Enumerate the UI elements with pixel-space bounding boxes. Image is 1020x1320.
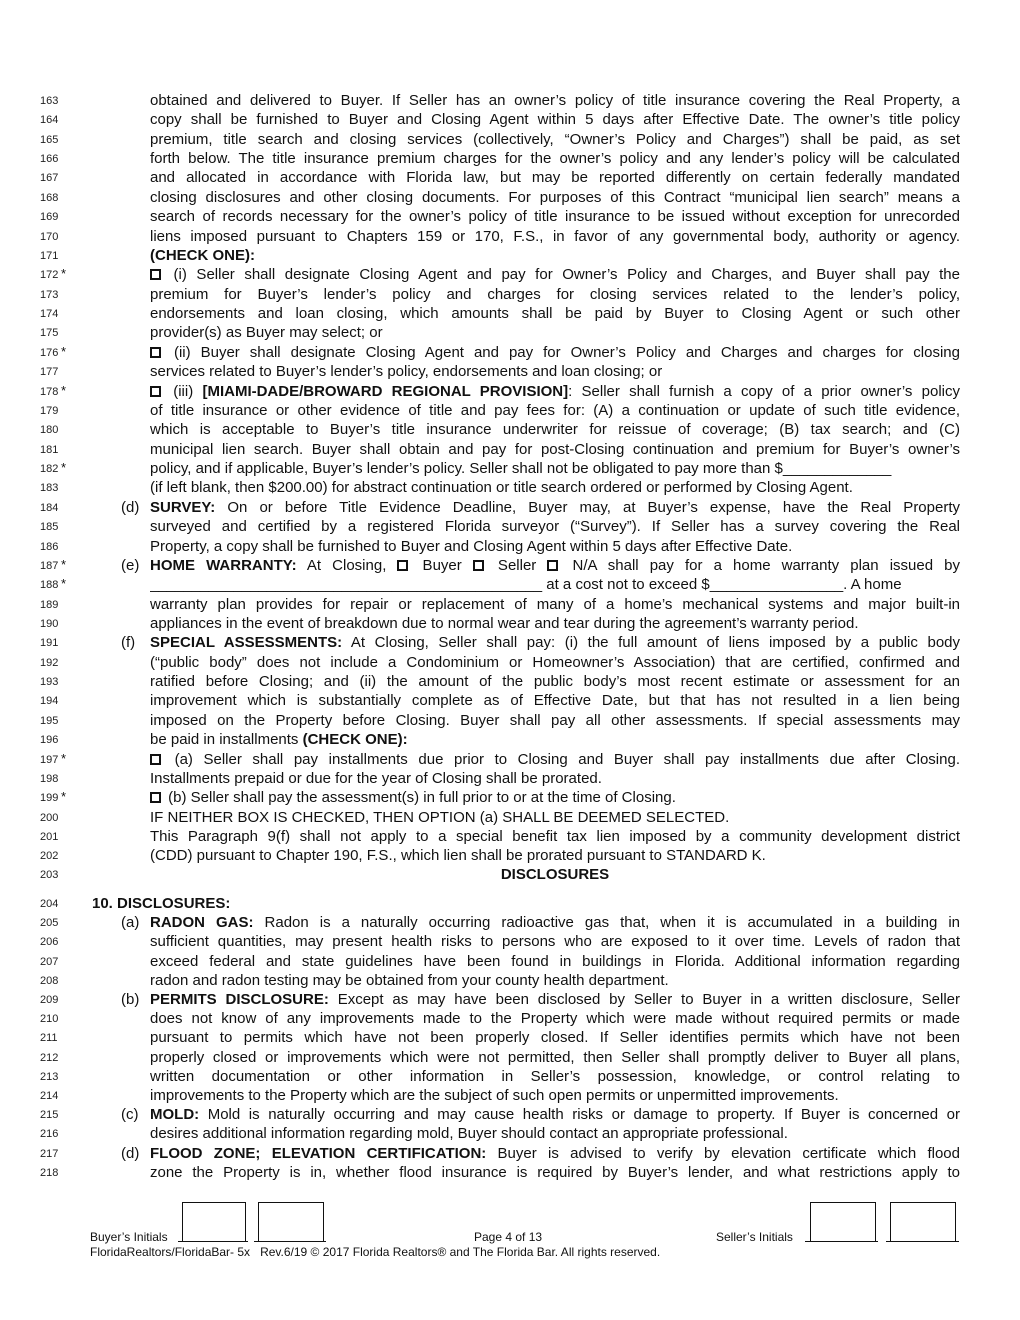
line-text: This Paragraph 9(f) shall not apply to a special benefit tax lien imposed by a community development district: [150, 828, 960, 846]
line-text: _______________________________________________ at a cost not to exceed $________________. A home: [150, 576, 902, 594]
line-number: 196: [40, 734, 59, 747]
contract-line: [0, 1068, 1020, 1088]
line-number: 207: [40, 955, 59, 968]
line-text: 10. DISCLOSURES:: [92, 895, 231, 912]
buyer-initials-box-2[interactable]: [258, 1202, 324, 1241]
line-text: (CHECK ONE):: [150, 246, 255, 264]
line-text: obtained and delivered to Buyer. If Seller has an owner’s policy of title insurance covering the Real Property, a: [150, 92, 960, 109]
contract-line: [0, 1029, 1020, 1049]
line-text: SURVEY: On or before Title Evidence Deadline, Buyer may, at Buyer’s expense, have the Real Property: [150, 498, 960, 516]
line-text: forth below. The title insurance premium charges for the owner’s policy and any lender’s policy will be calculated: [150, 150, 960, 168]
line-text: of title insurance or other evidence of title and pay fees for: (A) a continuation or update of such title evidence,: [150, 401, 960, 419]
line-text: improvements to the Property which are the subject of such open permits or unpermitted improvements.: [150, 1087, 839, 1104]
line-text: DISCLOSURES: [500, 866, 610, 883]
contract-line: [0, 576, 1020, 596]
line-number: 215: [40, 1109, 59, 1122]
line-number: 217: [40, 1147, 59, 1160]
line-number: 214: [40, 1090, 59, 1102]
line-number: 186: [40, 540, 59, 553]
line-text: ratified before Closing; and (ii) the amount of the public body’s most recent estimate or assessment for an: [150, 673, 960, 691]
line-number: 216: [40, 1128, 59, 1141]
checkbox[interactable]: [150, 347, 161, 358]
contract-line: [0, 131, 1020, 151]
line-number: 197: [40, 753, 59, 766]
line-number: 180: [40, 424, 59, 437]
contract-line: [0, 538, 1020, 558]
required-field-marker: *: [61, 382, 67, 398]
line-number: 166: [40, 153, 59, 166]
line-number: 194: [40, 695, 59, 708]
line-text: exceed federal and state guidelines have been found in buildings in Florida. Additional information regarding: [150, 952, 960, 970]
contract-line: [0, 1164, 1020, 1184]
line-text: Property, a copy shall be furnished to Buyer and Closing Agent within 5 days after Effective Date.: [150, 537, 793, 555]
subsection-label: (e): [121, 556, 140, 574]
line-number: 164: [40, 114, 59, 127]
line-text: SPECIAL ASSESSMENTS: At Closing, Seller shall pay: (i) the full amount of liens imposed by a public body: [150, 634, 960, 652]
seller-initials-box-1[interactable]: [810, 1202, 876, 1241]
line-text: written documentation or other information in Seller’s possession, knowledge, or control relating to: [150, 1067, 960, 1085]
contract-line: [0, 1087, 1020, 1107]
line-number: 168: [40, 191, 59, 204]
line-text: PERMITS DISCLOSURE: Except as may have been disclosed by Seller to Buyer in a written disclosure, Seller: [150, 991, 960, 1008]
copyright: Rev.6/19 © 2017 Florida Realtors® and The Florida Bar. All rights reserved.: [260, 1245, 661, 1259]
required-field-marker: *: [61, 343, 67, 359]
contract-line: [0, 266, 1020, 286]
line-text: closing disclosures and other closing documents. For purposes of this Contract “municipal lien search” means a: [150, 188, 960, 206]
line-number: 193: [40, 676, 59, 689]
contract-line: [0, 933, 1020, 953]
line-number: 201: [40, 831, 59, 844]
required-field-marker: *: [61, 460, 67, 476]
line-text: policy, and if applicable, Buyer’s lender’s policy. Seller shall not be obligated to pay more than $_____________: [150, 460, 892, 478]
required-field-marker: *: [61, 789, 67, 805]
line-number: 177: [40, 366, 59, 379]
line-text: warranty plan provides for repair or replacement of many of a home’s mechanical systems and major built-in: [150, 595, 960, 613]
line-number: 210: [40, 1013, 59, 1026]
subsection-label: (a): [121, 914, 140, 932]
line-text: imposed on the Property before Closing. Buyer shall pay all other assessments. If special assessments may: [150, 711, 960, 729]
line-text: RADON GAS: Radon is a naturally occurring radioactive gas that, when it is accumulated in a building in: [150, 914, 960, 932]
line-number: 190: [40, 617, 59, 630]
contract-line: [0, 111, 1020, 131]
seller-initials-box-2[interactable]: [890, 1202, 956, 1241]
contract-line: [0, 809, 1020, 829]
line-number: 173: [40, 288, 59, 301]
contract-line: [0, 479, 1020, 499]
checkbox[interactable]: [473, 560, 484, 571]
line-text: search of records necessary for the owner’s policy of title insurance to be issued without exception for unrecorded: [150, 208, 960, 226]
seller-initials-line-1: [805, 1241, 878, 1242]
line-number: 218: [40, 1166, 59, 1179]
contract-line: [0, 828, 1020, 848]
line-number: 175: [40, 327, 59, 340]
line-number: 202: [40, 850, 59, 863]
contract-line: [0, 972, 1020, 992]
required-field-marker: *: [61, 266, 67, 282]
sellers-initials-label: Seller’s Initials: [716, 1230, 793, 1244]
contract-line: [0, 654, 1020, 674]
buyer-initials-box-1[interactable]: [182, 1202, 246, 1241]
contract-line: [0, 914, 1020, 934]
contract-line: [0, 247, 1020, 267]
line-text: premium for Buyer’s lender’s policy and charges for closing services related to the lender’s policy,: [150, 285, 960, 303]
line-text: FLOOD ZONE; ELEVATION CERTIFICATION: Buyer is advised to verify by elevation certificate which flood: [150, 1144, 960, 1162]
contract-line: [0, 402, 1020, 422]
line-text: radon and radon testing may be obtained from your county health department.: [150, 971, 669, 989]
contract-line: [0, 1125, 1020, 1145]
line-number: 208: [40, 974, 59, 987]
line-text: municipal lien search. Buyer shall obtain and pay for post-Closing continuation and premium for Buyer’s owner’s: [150, 440, 960, 458]
contract-line: [0, 208, 1020, 228]
line-number: 184: [40, 501, 59, 514]
line-number: 187: [40, 559, 59, 572]
required-field-marker: *: [61, 750, 67, 766]
checkbox[interactable]: [150, 386, 161, 397]
line-number: 212: [40, 1051, 59, 1064]
line-number: 191: [40, 637, 59, 650]
line-number: 179: [40, 404, 59, 417]
contract-line: [0, 692, 1020, 712]
line-number: 198: [40, 772, 59, 785]
line-text: copy shall be furnished to Buyer and Closing Agent within 5 days after Effective Date. The owner’s title policy: [150, 111, 960, 129]
line-number: 176: [40, 346, 59, 359]
line-text: appliances in the event of breakdown due to normal wear and tear during the agreement’s warranty period.: [150, 614, 859, 632]
buyer-initials-line-1: [178, 1241, 248, 1242]
line-text: improvement which is substantially complete as of Effective Date, but that has not resulted in a lien being: [150, 692, 960, 710]
line-text: (b) Seller shall pay the assessment(s) in full prior to or at the time of Closing.: [150, 789, 960, 807]
checkbox[interactable]: [150, 269, 161, 280]
contract-line: [0, 751, 1020, 771]
line-number: 169: [40, 211, 59, 224]
contract-line: [0, 596, 1020, 616]
line-text: (ii) Buyer shall designate Closing Agent and pay for Owner’s Policy and Charges and charges for closing: [150, 344, 960, 362]
line-number: 185: [40, 521, 59, 534]
line-text: provider(s) as Buyer may select; or: [150, 324, 383, 342]
required-field-marker: *: [61, 556, 67, 572]
form-id: [90, 1245, 660, 1259]
subsection-label: (f): [121, 634, 136, 652]
contract-line: [0, 866, 1020, 886]
page-number: Page 4 of 13: [474, 1230, 543, 1244]
contract-line: [0, 189, 1020, 209]
line-text: premium, title search and closing services (collectively, “Owner’s Policy and Charges”) shall be paid, as set: [150, 130, 960, 148]
line-text: (CDD) pursuant to Chapter 190, F.S., which lien shall be prorated pursuant to STANDARD K.: [150, 847, 766, 865]
form-code: FloridaRealtors/FloridaBar- 5x: [90, 1245, 251, 1259]
checkbox[interactable]: [150, 754, 161, 765]
contract-line: [0, 991, 1020, 1011]
line-number: 200: [40, 811, 59, 824]
line-text: services related to Buyer’s lender’s policy, endorsements and loan closing; or: [150, 363, 663, 381]
line-text: sufficient quantities, may present health risks to persons who are exposed to it over time. Levels of radon that: [150, 933, 960, 951]
contract-line: [0, 324, 1020, 344]
contract-line: [0, 460, 1020, 480]
subsection-label: (d): [121, 498, 140, 516]
contract-line: [0, 150, 1020, 170]
contract-line: [0, 1010, 1020, 1030]
line-text: Installments prepaid or due for the year of Closing shall be prorated.: [150, 769, 602, 787]
contract-line: [0, 847, 1020, 867]
contract-line: [0, 228, 1020, 248]
contract-line: [0, 953, 1020, 973]
buyers-initials-label: Buyer’s Initials: [90, 1230, 168, 1244]
line-number: 171: [40, 249, 59, 262]
line-text: (i) Seller shall designate Closing Agent and pay for Owner’s Policy and Charges, and Buyer shall pay the: [150, 266, 960, 284]
line-number: 189: [40, 598, 59, 611]
line-number: 206: [40, 936, 59, 949]
line-number: 183: [40, 482, 59, 495]
contract-line: [0, 363, 1020, 383]
line-number: 213: [40, 1070, 59, 1083]
checkbox[interactable]: [547, 560, 558, 571]
contract-line: [0, 518, 1020, 538]
contract-line: [0, 634, 1020, 654]
line-number: 181: [40, 443, 59, 456]
buyer-initials-line-2: [254, 1241, 326, 1242]
contract-line: [0, 712, 1020, 732]
line-number: 204: [40, 898, 59, 910]
line-text: (a) Seller shall pay installments due prior to Closing and Buyer shall pay installments due after Closing.: [150, 751, 960, 769]
required-field-marker: *: [61, 576, 67, 592]
line-text: endorsements and loan closing, which amounts shall be paid by Buyer to Closing Agent or such other: [150, 305, 960, 323]
contract-line: [0, 286, 1020, 306]
line-text: (iii) [MIAMI-DADE/BROWARD REGIONAL PROVISION]: Seller shall furnish a copy of a prior owner’s policy: [150, 383, 960, 401]
line-number: 174: [40, 308, 59, 321]
line-number: 209: [40, 994, 59, 1006]
contract-line: [0, 169, 1020, 189]
line-number: 165: [40, 133, 59, 146]
contract-line: [0, 344, 1020, 364]
contract-line: [0, 1145, 1020, 1165]
line-number: 211: [40, 1032, 58, 1045]
contract-line: [0, 770, 1020, 790]
line-text: properly closed or improvements which were not permitted, then Seller shall promptly deliver to Buyer all plans,: [150, 1048, 960, 1066]
contract-line: [0, 1106, 1020, 1126]
line-text: surveyed and certified by a registered Florida surveyor (“Survey”). If Seller has a survey covering the Real: [150, 518, 960, 536]
line-number: 192: [40, 656, 59, 669]
line-text: IF NEITHER BOX IS CHECKED, THEN OPTION (a) SHALL BE DEEMED SELECTED.: [150, 808, 730, 826]
seller-initials-line-2: [886, 1241, 959, 1242]
subsection-label: (c): [121, 1106, 139, 1124]
line-number: 167: [40, 172, 59, 185]
line-number: 188: [40, 579, 59, 592]
line-text: pursuant to permits which have not been properly closed. If Seller identifies permits which have not been: [150, 1029, 960, 1047]
line-text: does not know of any improvements made to the Property which were made without required permits or made: [150, 1010, 960, 1028]
line-number: 182: [40, 463, 59, 476]
checkbox[interactable]: [397, 560, 408, 571]
contract-line: [0, 895, 1020, 915]
contract-line: [0, 383, 1020, 403]
line-text: zone the Property is in, whether flood insurance is required by Buyer’s lender, and what restrictions apply to: [150, 1163, 960, 1181]
line-text: (if left blank, then $200.00) for abstract continuation or title search ordered or performed by Closing Agent.: [150, 479, 853, 497]
line-number: 163: [40, 95, 59, 107]
line-text: (“public body” does not include a Condominium or Homeowner’s Association) that are certified, confirmed and: [150, 653, 960, 671]
line-text: and allocated in accordance with Florida law, but may be reported differently on certain federally mandated: [150, 169, 960, 187]
line-text: HOME WARRANTY: At Closing, Buyer Seller N/A shall pay for a home warranty plan issued by: [150, 556, 960, 574]
contract-line: [0, 731, 1020, 751]
contract-line: [0, 305, 1020, 325]
line-number: 203: [40, 869, 59, 881]
contract-line: [0, 92, 1020, 112]
line-number: 178: [40, 385, 59, 398]
line-number: 172: [40, 269, 59, 282]
contract-line: [0, 615, 1020, 635]
checkbox[interactable]: [150, 792, 161, 803]
line-number: 205: [40, 917, 59, 930]
subsection-label: (b): [121, 991, 140, 1008]
subsection-label: (d): [121, 1144, 140, 1162]
line-number: 170: [40, 230, 59, 243]
contract-line: [0, 673, 1020, 693]
contract-line: [0, 499, 1020, 519]
contract-line: [0, 441, 1020, 461]
line-number: 199: [40, 792, 59, 805]
line-number: 195: [40, 714, 59, 727]
line-text: desires additional information regarding mold, Buyer should contact an appropriate professional.: [150, 1125, 788, 1143]
line-text: MOLD: Mold is naturally occurring and may cause health risks or damage to property. If Buyer is concerned or: [150, 1106, 960, 1124]
line-text: which is acceptable to Buyer’s title insurance underwriter for reissue of coverage; (B) tax search; and (C): [150, 421, 960, 439]
contract-line: [0, 421, 1020, 441]
contract-line: [0, 557, 1020, 577]
contract-line: [0, 1049, 1020, 1069]
line-text: liens imposed pursuant to Chapters 159 or 170, F.S., in favor of any governmental body, authority or agency.: [150, 227, 960, 245]
contract-line: [0, 789, 1020, 809]
line-text: be paid in installments (CHECK ONE):: [150, 731, 408, 749]
